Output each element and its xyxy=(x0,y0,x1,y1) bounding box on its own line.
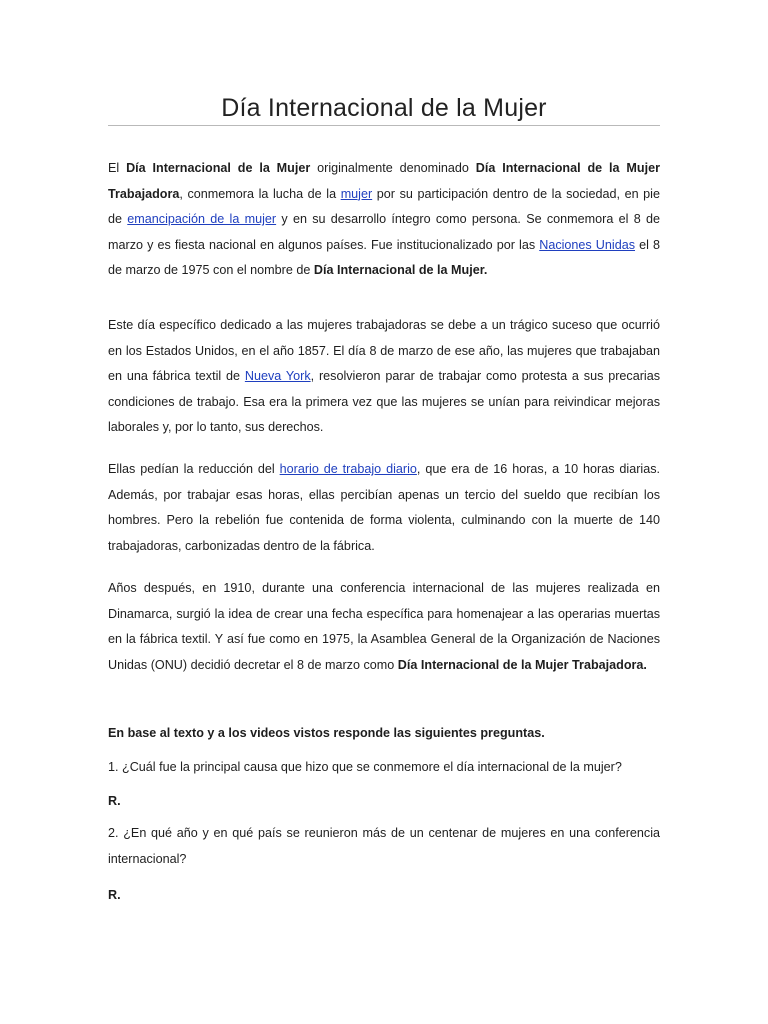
p1-text-5: y en su desarrollo íntegro como persona. Se conmemora el 8 de marzo y es fiesta nacional en algunos países. Fue institucionalizado por las xyxy=(108,212,660,252)
p1-text-2: originalmente denominado xyxy=(310,161,476,175)
p3-text-2: , que era de 16 horas, a 10 horas diarias. Además, por trabajar esas horas, ellas percibían apenas un tercio del sueldo que recibían los hombres. Pero la rebelión fue contenida de forma violenta, culminando con la muerte de 140 trabajadoras, carbonizadas dentro de la fábrica. xyxy=(108,462,661,553)
title-underline xyxy=(108,125,660,126)
question-2: 2. ¿En qué año y en qué país se reunieron más de un centenar de mujeres en una conferencia internacional? xyxy=(108,826,660,866)
paragraph-4 xyxy=(108,576,660,678)
p3-text-1: Ellas pedían la reducción del xyxy=(108,462,280,476)
link-horario-trabajo[interactable]: horario de trabajo diario xyxy=(279,462,417,476)
paragraph-1 xyxy=(108,156,660,284)
answer-1-label: R. xyxy=(108,794,121,808)
question-1: 1. ¿Cuál fue la principal causa que hizo que se conmemore el día internacional de la mujer? xyxy=(108,760,622,774)
p1-bold-2: Día Internacional de la Mujer Trabajadora xyxy=(108,161,660,201)
instructions: En base al texto y a los videos vistos responde las siguientes preguntas. xyxy=(108,726,545,740)
link-naciones-unidas[interactable]: Naciones Unidas xyxy=(539,237,636,252)
p1-bold-1: Día Internacional de la Mujer xyxy=(126,161,311,175)
paragraph-3 xyxy=(108,457,660,559)
p1-bold-3: Día Internacional de la Mujer. xyxy=(313,263,488,278)
link-nueva-york[interactable]: Nueva York xyxy=(244,369,311,384)
p4-text-1: Años después, en 1910, durante una conferencia internacional de las mujeres realizada en Dinamarca, surgió la idea de crear una fecha específica para homenajear a las operarias muertas en la fábrica textil. Y así fue como en 1975, la Asamblea General de la Organización de Naciones Unidas (ONU) decidió decretar el 8 de marzo como xyxy=(108,581,660,672)
p1-text-4: por su participación dentro de la sociedad, en pie de xyxy=(108,186,660,227)
p1-text-1: El xyxy=(108,161,127,175)
p1-text-6: el 8 de marzo de 1975 con el nombre de xyxy=(108,237,660,278)
document-title: Día Internacional de la Mujer xyxy=(221,94,547,122)
link-emancipacion[interactable]: emancipación de la mujer xyxy=(127,212,277,227)
p2-text-2: , resolvieron parar de trabajar como protesta a sus precarias condiciones de trabajo. Esa era la primera vez que las mujeres se unían para reivindicar mejoras laborales y, por lo tanto, sus derechos. xyxy=(108,369,660,435)
paragraph-2 xyxy=(108,313,660,441)
answer-2-label: R. xyxy=(108,888,121,902)
p4-bold-1: Día Internacional de la Mujer Trabajadora. xyxy=(397,657,647,672)
p2-text-1: Este día específico dedicado a las mujeres trabajadoras se debe a un trágico suceso que ocurrió en los Estados Unidos, en el año 1857. El día 8 de marzo de ese año, las mujeres que trabajaban en una fábrica textil de xyxy=(108,318,660,384)
p1-text-3: , conmemora la lucha de la xyxy=(179,186,341,201)
link-mujer[interactable]: mujer xyxy=(340,186,373,201)
